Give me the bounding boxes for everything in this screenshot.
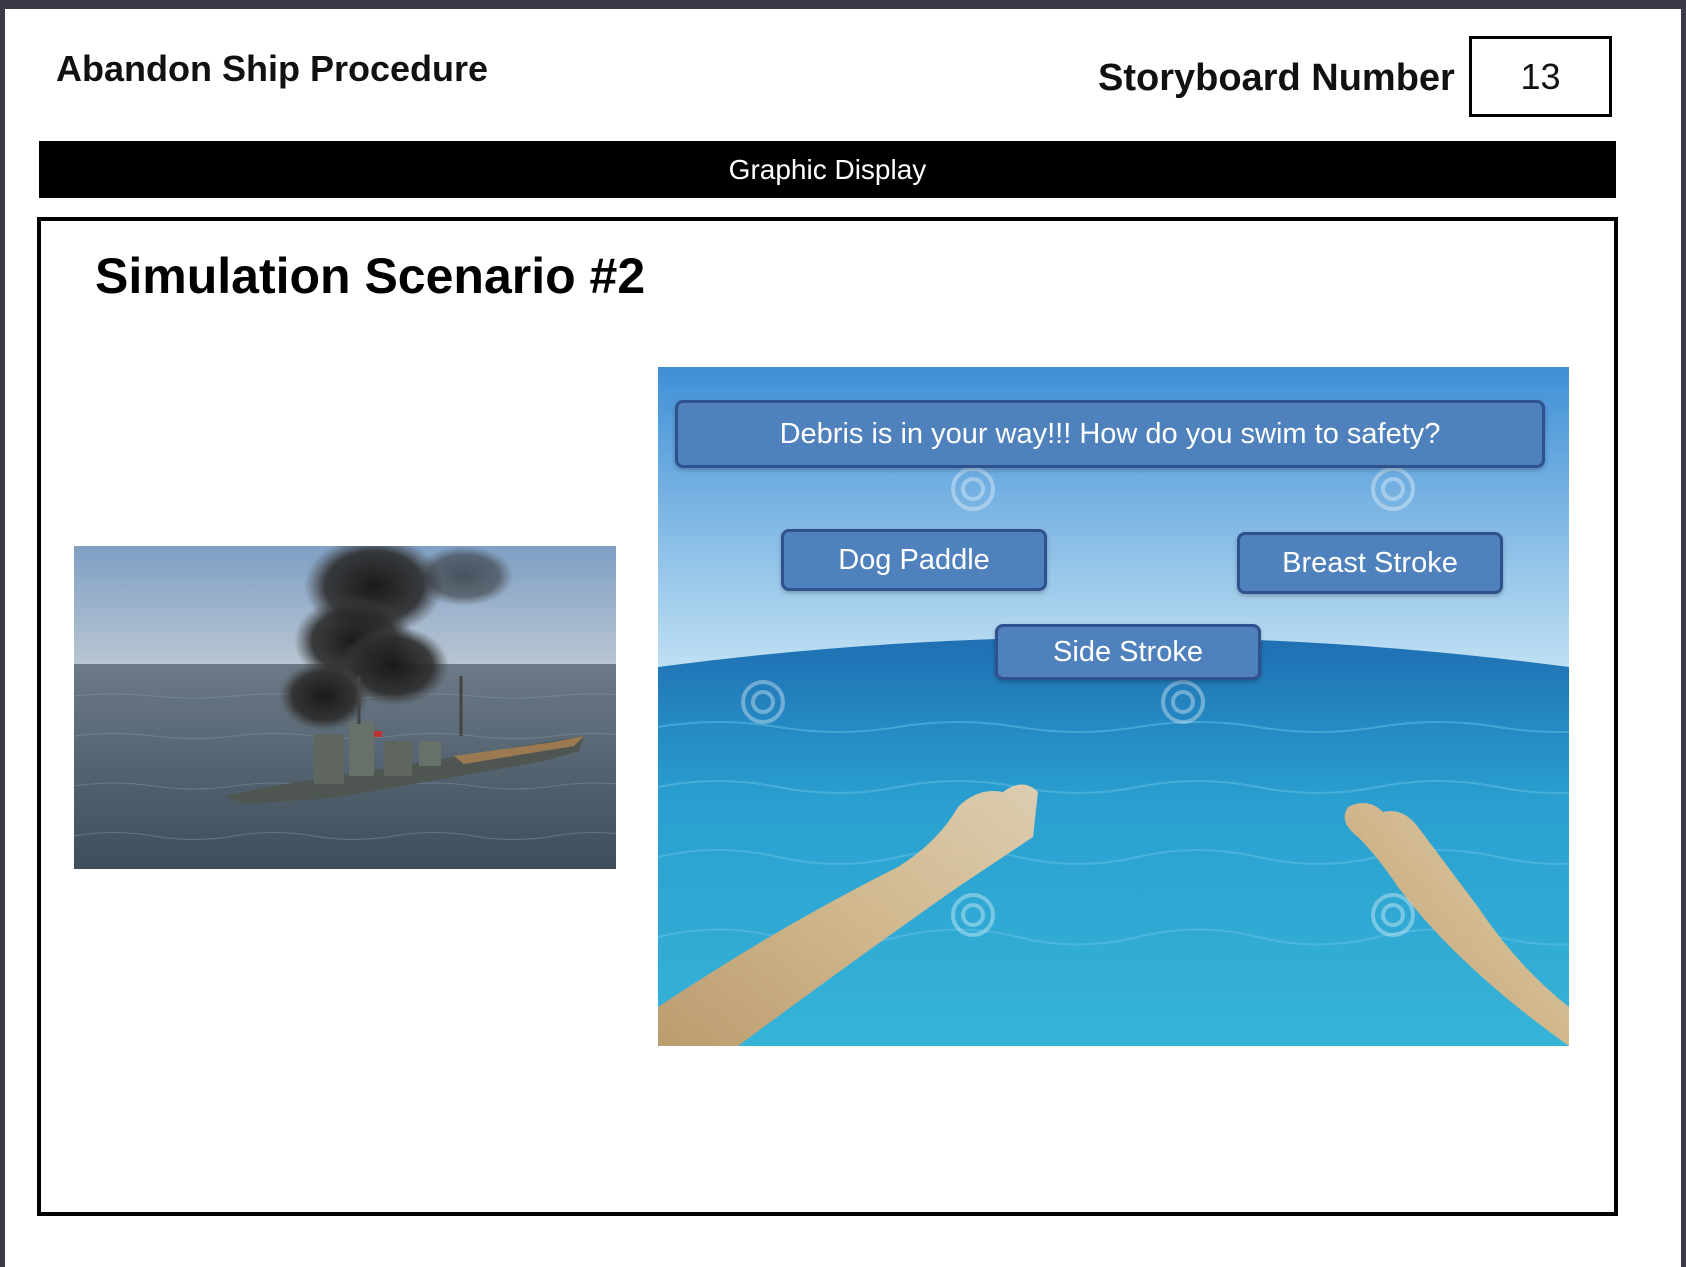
swimmer-ocean-image	[658, 367, 1569, 1046]
scenario-title: Simulation Scenario #2	[95, 248, 646, 304]
side-stroke-label: Side Stroke	[1053, 635, 1203, 668]
window-right-frame	[1681, 0, 1686, 1267]
storyboard-number-box	[1469, 36, 1612, 117]
side-stroke-button[interactable]	[995, 624, 1261, 680]
scenario-question-banner	[675, 400, 1545, 468]
section-header-bar	[39, 141, 1616, 198]
storyboard-number-value: 13	[1520, 55, 1561, 97]
dog-paddle-button[interactable]	[781, 529, 1047, 591]
storyboard-number-label: Storyboard Number	[1098, 57, 1455, 99]
document-title: Abandon Ship Procedure	[56, 48, 489, 89]
breast-stroke-label: Breast Stroke	[1282, 546, 1458, 579]
section-header-label: Graphic Display	[728, 153, 927, 185]
window-left-frame	[0, 0, 5, 1267]
window-top-frame	[0, 0, 1686, 9]
dog-paddle-label: Dog Paddle	[838, 543, 990, 576]
breast-stroke-button[interactable]	[1237, 532, 1503, 594]
sinking-ship-image	[74, 546, 616, 869]
scenario-question-text: Debris is in your way!!! How do you swim to safety?	[779, 417, 1441, 450]
